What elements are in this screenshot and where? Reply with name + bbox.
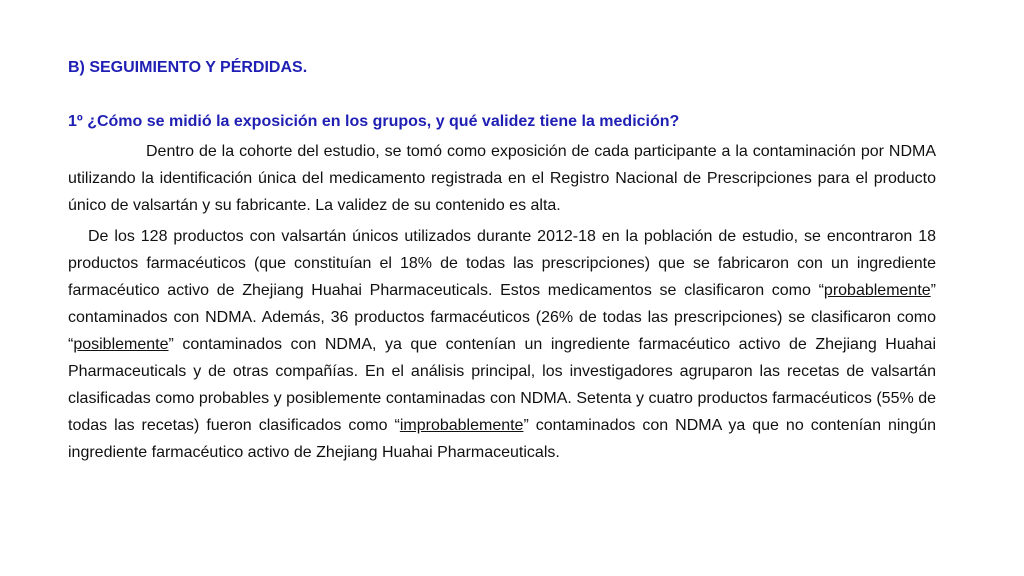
underlined-term-probablemente: probablemente <box>823 282 931 299</box>
paragraph-products <box>68 223 936 466</box>
paragraph-text: ” contaminados con NDMA ya que no contenían ningún ingrediente farmacéutico activo de Zhejiang Huahai Pharmaceuticals. <box>68 417 937 461</box>
section-title: B) SEGUIMIENTO Y PÉRDIDAS. <box>68 59 308 76</box>
underlined-term-posiblemente: posiblemente <box>73 336 169 353</box>
paragraph-text: De los 128 productos con valsartán únicos utilizados durante 2012-18 en la población de estudio, se encontraron 18 productos farmacéuticos (que constituían el 18% de todas las prescripciones) que se fabricaron con un ingrediente farmacéutico activo de Zhejiang Huahai Pharmaceuticals. Estos medicamentos se clasificaron como “ <box>68 228 936 299</box>
question-heading: 1º ¿Cómo se midió la exposición en los grupos, y qué validez tiene la medición? <box>68 113 680 130</box>
slide-content <box>68 56 936 466</box>
paragraph-exposure: Dentro de la cohorte del estudio, se tomó como exposición de cada participante a la contaminación por NDMA utilizando la identificación única del medicamento registrada en el Registro Nacional de Prescripciones para el producto único de valsartán y su fabricante. La validez de su contenido es alta. <box>68 143 936 214</box>
underlined-term-improbablemente: improbablemente <box>399 417 524 434</box>
paragraph-text: ” contaminados con NDMA, ya que contenían un ingrediente farmacéutico activo de Zhejiang Huahai Pharmaceuticals y de otras compañías. En el análisis principal, los investigadores agruparon las recetas de valsartán clasificadas como probables y posiblemente contaminadas con NDMA. Setenta y cuatro productos farmacéuticos (55% de todas las recetas) fueron clasificados como “ <box>68 336 936 434</box>
paragraph-text: ” contaminados con NDMA. Además, 36 productos farmacéuticos (26% de todas las prescripciones) se clasificaron como “ <box>68 282 936 353</box>
